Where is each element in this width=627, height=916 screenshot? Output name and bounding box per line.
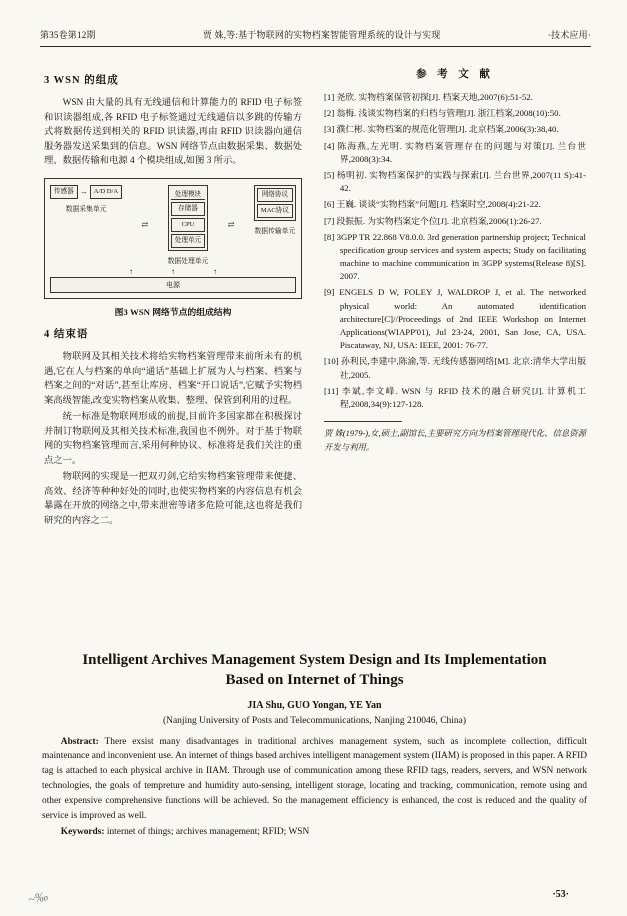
power-module: 电源 [50,277,296,293]
page-number: ·53· [552,889,569,900]
section-4-paragraph-2: 统一标准是物联网形成的前提,目前许多国家都在积极探讨并制订物联网及其相关技术标准,我国也不例外。对于基于物联网的实物档案管理而言,采用何种协议、标准将是我们关注的重点之一。 [44,412,302,466]
abstract-label: Abstract: [60,736,99,747]
page-header [40,28,591,47]
abstract-text: There exsist many disadvantages in traditional archives management system, such as incomplete collection, difficult maintenance and inconvenient use. An internet of things based archives intelligent management system (IIAM) is proposed in this paper. A RFID tag is attached to each physical archive in IIAM. Through use of communication among these RFID tags, readers, servers, and WSN network technologies, the goals of tempreture and humidity auto-sensing, intelligent storage, locating and tracking, communication, remote using and other expensive comprehensive functions will be achieved. So the management efficiency is enhanced, the cost is reduced and the quality of service is improved as well. [42,736,587,821]
mac-protocol-box: MAC协议 [257,204,293,218]
data-collect-unit [50,185,122,266]
reference-item: [2] 翁梅. 浅谈实物档案的归档与管理[J]. 浙江档案,2008(10):50. [324,108,561,119]
figure-wsn-node [44,178,302,319]
references-title: 参 考 文 献 [416,69,494,80]
section-4-paragraph-3: 物联网的实现是一把双刃剑,它给实物档案管理带来便捷、高效、经济等种种好处的同时,也使实物档案的内容信息有机会暴露在开放的网络之中,带来泄密等诸多危险可能,这也将是我们研究的内容之二。 [44,472,302,526]
transmit-label: 数据传输单元 [254,227,296,235]
reference-item: [7] 段振振. 为实物档案定个位[J]. 北京档案,2006(1):26-27. [324,215,542,226]
figure-caption: 图3 WSN 网络节点的组成结构 [114,307,232,318]
processor-title: 处理模块 [171,188,205,200]
reference-item: [5] 杨明初. 实物档案保护的实践与探索[J]. 兰台世界,2007(11 S):41-42. [324,169,586,194]
english-authors: JIA Shu, GUO Yongan, YE Yan [247,699,382,711]
english-title-line2: Based on Internet of Things [225,672,404,689]
data-process-unit [168,185,209,266]
handwritten-mark: ~‰ [26,888,50,907]
data-transmit-unit [254,185,296,266]
author-bio: 贾 姝(1979-),女,硕士,副馆长,主要研究方向为档案管理现代化、信息资源开发与利用。 [324,429,586,452]
bidir-arrow-icon: ⇄ [141,220,149,230]
left-column [44,64,302,528]
english-section [42,650,587,837]
keywords-label: Keywords: [60,826,105,837]
collect-label: 数据采集单元 [65,205,107,213]
column-label: ·技术应用· [547,30,591,40]
process-label: 数据处理单元 [167,258,209,266]
process-unit-box: 处理单元 [171,234,205,248]
sensor-box: 传感器 [50,185,78,199]
cpu-box: CPU [171,218,205,232]
processor-box [168,185,208,252]
english-affiliation: (Nanjing University of Posts and Telecommunications, Nanjing 210046, China) [162,715,467,726]
right-column [324,64,586,454]
running-title: 贾 姝,等:基于物联网的实物档案智能管理系统的设计与实现 [202,30,441,40]
figure-modules-row [50,185,296,266]
reference-item: [6] 王巍. 谈谈“实物档案”问题[J]. 档案时空,2008(4):21-22. [324,199,541,210]
reference-item: [11] 李斌,李文峰. WSN 与 RFID 技术的融合研究[J]. 计算机工程,2008,34(9):127-128. [324,385,586,409]
section-4-paragraph-1: 物联网及其相关技术将给实物档案管理带来前所未有的机遇,它在人与档案的单向“通话”基础上扩展为人与档案、档案与档案之间的“对话”,甚至让库房、档案“开口说话”,它赋予实物档案高级智能,改变实物档案从收集、整理、保管到利用的过程。 [44,352,302,406]
bio-divider [324,421,402,422]
keywords-text: internet of things; archives management; RFID; WSN [106,826,310,837]
section-4-title: 4 结束语 [44,329,89,341]
memory-box: 存储器 [171,202,205,216]
journal-issue: 第35卷第12期 [40,30,96,40]
english-abstract [42,735,587,824]
section-3-paragraph: WSN 由大量的具有无线通信和计算能力的 RFID 电子标签和识读器组成,各 RFID 电子标签通过无线通信以多跳的传输方式将数据传送到相关的 RFID 识读器,再由 RFID 识读器向通信服务器发送采集到的信息。WSN 网络节点由数据采集、数据处理、数据传输和电源 4 个模块组成,如图 3 所示。 [44,98,302,166]
reference-item: [10] 孙利民,李建中,陈渝,等. 无线传感器网络[M]. 北京:清华大学出版社,2005. [324,356,586,380]
reference-item: [9] ENGELS D W, FOLEY J, WALDROP J, et al. The networked physical world: An automated identification architecture[C]//Proceedings of 2nd IEEE Workshop on Internet Applications(WIAPP'01), Jul 23-24, 2001, San Jose, CA, USA. Piscataway, NJ, USA: IEEE, 2001: 76-77. [324,287,586,351]
section-3-title: 3 WSN 的组成 [44,75,119,86]
reference-item: [8] 3GPP TR 22.868 V8.0.0. 3rd generation partnership project; Technical specification group services and system aspects; Study on facilitating machine to machine communication in 3GPP systems(Release 8)[S]. 2007. [324,231,586,282]
english-title-line1: Intelligent Archives Management System Design and Its Implementation [82,652,547,668]
bidir-arrow-icon: ⇄ [227,220,235,230]
english-title [42,650,587,691]
reference-item: [1] 尧欣. 实物档案保管初探[J]. 档案天地,2007(6):51-52. [324,92,533,102]
up-arrows-icon: ↑↑↑ [129,267,255,277]
english-keywords [42,827,587,837]
right-arrow-icon: → [79,187,88,197]
reference-item: [3] 濮仁彬. 实物档案的规范化管理[J]. 北京档案,2006(3):38,40. [324,124,559,135]
reference-item: [4] 陈海燕,左光明. 实物档案管理存在的问题与对策[J]. 兰台世界,2008(3):34. [324,140,586,164]
adda-box: A/D D/A [90,185,122,199]
network-box [254,185,296,221]
collect-cells [50,185,122,199]
figure-frame [44,178,302,300]
network-protocol-box: 网络协议 [257,188,293,202]
